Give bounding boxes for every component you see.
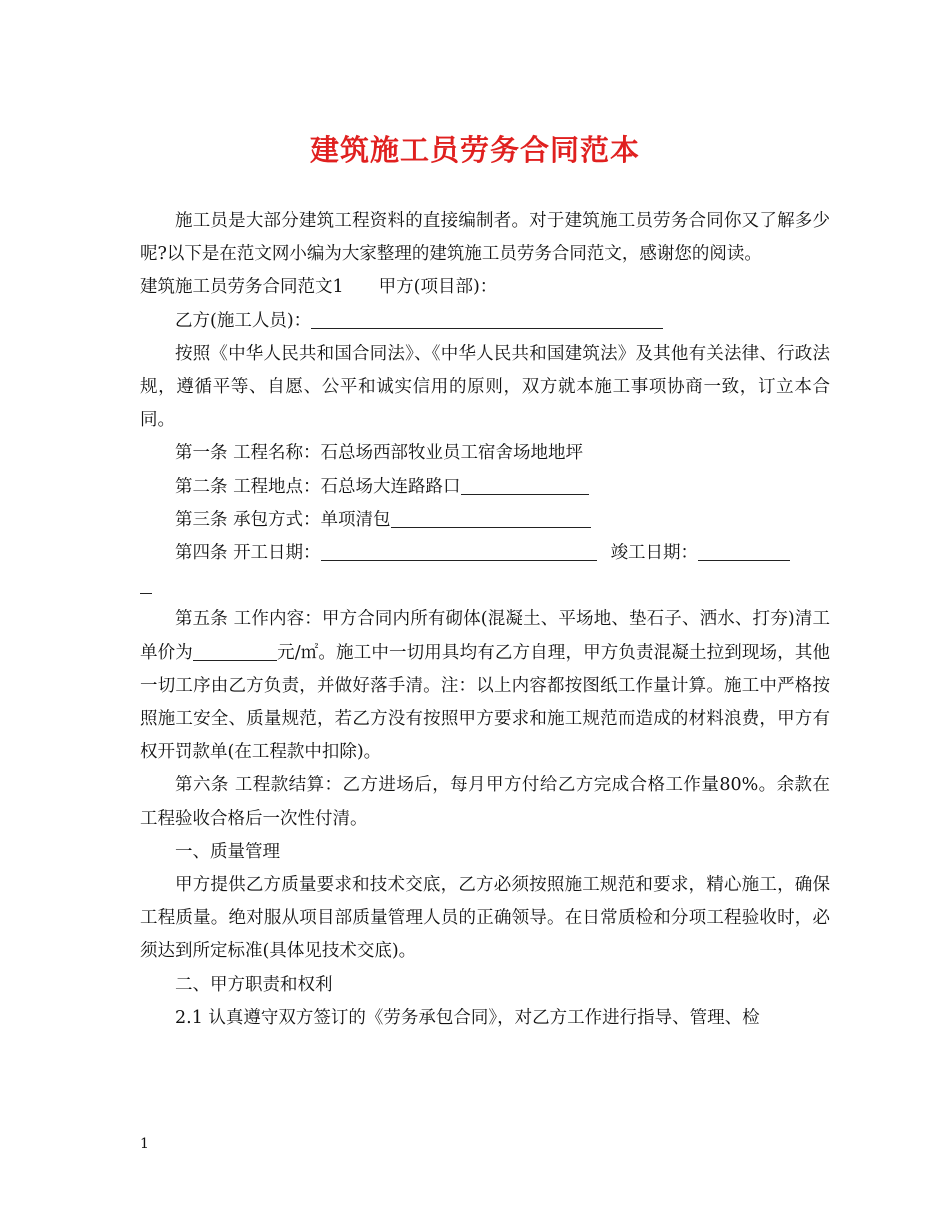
article-1: 第一条 工程名称：石总场西部牧业员工宿舍场地地坪 [175, 443, 584, 464]
article-3: 第三条 承包方式：单项清包 [175, 509, 391, 530]
article-4-continuation [140, 570, 830, 603]
article-3-line [140, 504, 830, 537]
article-3-blank [391, 509, 591, 528]
document-title: 建筑施工员劳务合同范本 [309, 133, 640, 167]
party-a-label: 甲方(项目部)： [378, 277, 498, 298]
article-5-part2: 元/㎡。施工中一切用具均有乙方自理，甲方负责混凝土拉到现场，其他一切工序由乙方负责，并做好落手清。注：以上内容都按图纸工作量计算。施工中严格按照施工安全、质量规范，若乙方没有按照甲方要求和施工规范而造成的材料浪费，甲方有权开罚款单(在工程款中扣除)。 [140, 642, 830, 763]
article-4-start-label: 第四条 开工日期： [175, 543, 321, 564]
end-date-blank-continued [140, 576, 152, 595]
intro-paragraph: 施工员是大部分建筑工程资料的直接编制者。对于建筑施工员劳务合同你又了解多少呢?以下是在范文网小编为大家整理的建筑施工员劳务合同范文，感谢您的阅读。 [140, 211, 830, 265]
clause-2-1: 2.1 认真遵守双方签订的《劳务承包合同》，对乙方工作进行指导、管理、检 [175, 1007, 760, 1028]
article-4-end-label: 竣工日期： [610, 543, 699, 564]
article-4-line [140, 537, 830, 570]
unit-price-blank [193, 642, 277, 661]
party-b-line [140, 305, 830, 338]
article-5-paragraph [140, 603, 830, 769]
sample-heading: 建筑施工员劳务合同范文1 [140, 277, 344, 298]
page-number: 1 [140, 1136, 149, 1152]
party-b-label: 乙方(施工人员)： [175, 310, 312, 331]
preamble-paragraph: 按照《中华人民共和国合同法》、《中华人民共和国建筑法》及其他有关法律、行政法规，遵循平等、自愿、公平和诚实信用的原则，双方就本施工事项协商一致，订立本合同。 [140, 343, 830, 431]
article-5-part1: 第五条 工作内容：甲方合同内所有砌体(混凝土、平场地、垫石子、洒水、打夯)清工单价为 [140, 609, 830, 663]
article-2: 第二条 工程地点：石总场大连路路口 [175, 476, 461, 497]
section-2-heading: 二、甲方职责和权利 [175, 974, 333, 995]
sample-heading-line [140, 271, 830, 304]
section-1-paragraph: 甲方提供乙方质量要求和技术交底，乙方必须按照施工规范和要求，精心施工，确保工程质量。绝对服从项目部质量管理人员的正确领导。在日常质检和分项工程验收时，必须达到所定标准(具体见技术交底)。 [140, 875, 830, 962]
start-date-blank [321, 543, 597, 562]
party-b-blank [311, 310, 663, 329]
article-2-line [140, 471, 830, 504]
section-1-heading: 一、质量管理 [175, 841, 280, 862]
end-date-blank [698, 543, 790, 562]
article-2-blank [461, 476, 589, 495]
document-body [140, 205, 830, 1035]
article-6-paragraph: 第六条 工程款结算：乙方进场后，每月甲方付给乙方完成合格工作量80%。余款在工程验收合格后一次性付清。 [140, 775, 830, 829]
